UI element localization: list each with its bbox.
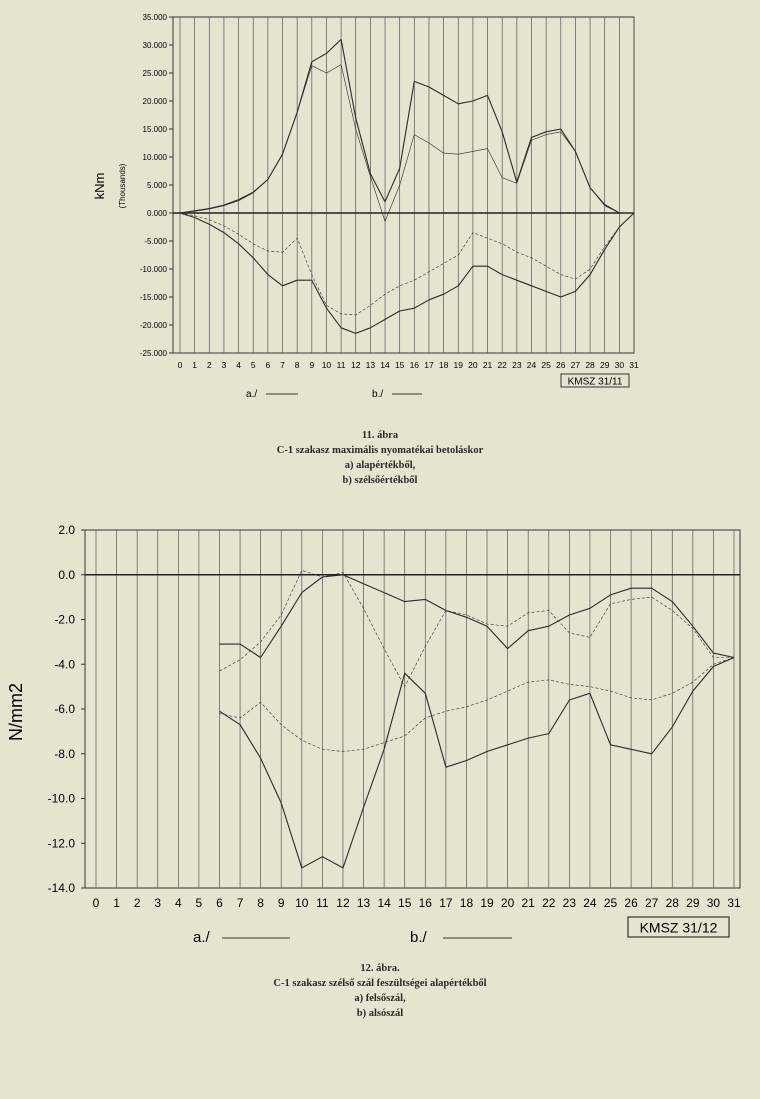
y-tick-label: 15.000 <box>142 124 167 134</box>
chart-12-plot-frame <box>85 530 740 888</box>
x-tick-label: 3 <box>154 896 162 910</box>
figure-12-caption <box>0 961 760 1021</box>
x-tick-label: 1 <box>192 360 198 370</box>
y-tick-label: -5.000 <box>144 236 167 246</box>
x-tick-label: 10 <box>295 896 309 910</box>
chart-12-gridlines <box>85 530 740 888</box>
chart-11-y-axis-label: kNm <box>92 172 107 200</box>
chart-11-series <box>180 39 634 333</box>
x-tick-label: 23 <box>512 360 522 370</box>
series-line-2 <box>180 213 634 315</box>
x-tick-label: 4 <box>236 360 241 370</box>
figure-11-line3: b) szélsőértékből <box>342 475 418 486</box>
x-tick-label: 15 <box>394 360 405 370</box>
x-tick-label: 24 <box>583 896 597 910</box>
x-tick-label: 7 <box>280 360 285 370</box>
x-tick-label: 2 <box>133 896 141 910</box>
x-tick-label: 8 <box>257 896 264 910</box>
x-tick-label: 4 <box>174 896 182 910</box>
y-tick-label: -14.0 <box>47 881 75 896</box>
chart-11-legend-b: b./ <box>372 389 384 400</box>
chart-12-y-axis-label: N/mm2 <box>6 683 26 741</box>
y-tick-label: -25.000 <box>139 348 167 358</box>
x-tick-label: 14 <box>377 896 391 910</box>
chart-11-y-unit-label: (Thousands) <box>118 163 127 209</box>
chart-11-stamp: KMSZ 31/11 <box>567 376 623 388</box>
y-tick-label: -4.0 <box>54 657 75 672</box>
x-tick-label: 11 <box>316 896 329 910</box>
x-tick-label: 5 <box>195 896 203 910</box>
x-tick-label: 21 <box>521 896 535 910</box>
chart-12-legend-b: b./ <box>410 929 427 946</box>
x-tick-label: 12 <box>351 360 361 370</box>
y-tick-label: 35.000 <box>142 12 167 22</box>
x-tick-label: 30 <box>614 360 625 370</box>
chart-11-gridlines <box>173 17 634 353</box>
x-tick-label: 31 <box>629 360 639 370</box>
x-tick-label: 6 <box>216 896 223 910</box>
y-tick-label: 2.0 <box>58 523 75 538</box>
x-tick-label: 7 <box>236 896 244 910</box>
y-tick-label: 10.000 <box>142 152 167 162</box>
chart-11-x-ticks <box>178 360 639 370</box>
chart-12-stamp: KMSZ 31/12 <box>639 919 718 936</box>
y-tick-label: -20.000 <box>139 320 167 330</box>
y-tick-label: -10.0 <box>47 791 75 806</box>
chart-11-y-ticks <box>140 13 173 358</box>
y-tick-label: -8.0 <box>54 746 75 761</box>
x-tick-label: 9 <box>277 896 285 910</box>
y-tick-label: 30.000 <box>142 40 167 50</box>
x-tick-label: 6 <box>265 360 271 370</box>
y-tick-label: -15.000 <box>139 292 167 302</box>
figure-12-line1: C-1 szakasz szélső szál feszültségei alapértékből <box>273 978 487 989</box>
x-tick-label: 0 <box>177 360 183 370</box>
x-tick-label: 13 <box>365 360 376 370</box>
chart-11-legend-a: a./ <box>246 389 258 400</box>
x-tick-label: 29 <box>686 896 700 910</box>
x-tick-label: 21 <box>482 360 493 370</box>
chart-12-series <box>220 570 735 868</box>
y-tick-label: -2.0 <box>54 612 75 627</box>
x-tick-label: 31 <box>727 896 741 910</box>
figure-12-line3: b) alsószál <box>356 1008 404 1019</box>
x-tick-label: 5 <box>250 360 256 370</box>
y-tick-label: 20.000 <box>142 96 167 106</box>
x-tick-label: 27 <box>644 896 659 910</box>
figure-11-caption <box>0 428 760 488</box>
chart-12-x-ticks <box>93 896 741 910</box>
x-tick-label: 28 <box>585 360 595 370</box>
x-tick-label: 0 <box>92 896 100 910</box>
series-line-4 <box>180 213 634 333</box>
chart-12-stresses <box>6 523 741 946</box>
x-tick-label: 22 <box>542 896 556 910</box>
chart-11-moments <box>92 13 639 400</box>
y-tick-label: -12.0 <box>47 836 75 851</box>
chart-11-plot-frame <box>173 17 634 353</box>
x-tick-label: 14 <box>380 360 390 370</box>
x-tick-label: 16 <box>409 360 420 370</box>
x-tick-label: 29 <box>599 360 610 370</box>
chart-12-y-ticks <box>48 523 85 895</box>
x-tick-label: 17 <box>424 360 434 370</box>
series-line-2 <box>220 658 735 868</box>
x-tick-label: 2 <box>206 360 212 370</box>
x-tick-label: 28 <box>665 896 679 910</box>
y-tick-label: 25.000 <box>142 68 167 78</box>
series-line-1 <box>220 575 735 658</box>
x-tick-label: 17 <box>439 896 453 910</box>
series-line-3 <box>180 39 634 213</box>
x-tick-label: 20 <box>500 896 515 910</box>
figure-12-line2: a) felsőszál, <box>354 993 406 1004</box>
x-tick-label: 3 <box>221 360 227 370</box>
x-tick-label: 10 <box>321 360 332 370</box>
figure-11-title: 11. ábra <box>361 430 399 441</box>
x-tick-label: 1 <box>113 896 120 910</box>
x-tick-label: 23 <box>562 896 577 910</box>
x-tick-label: 25 <box>603 896 618 910</box>
figure-11-line2: a) alapértékből, <box>344 460 416 471</box>
x-tick-label: 8 <box>294 360 300 370</box>
y-tick-label: 5.000 <box>146 180 167 190</box>
x-tick-label: 22 <box>497 360 507 370</box>
x-tick-label: 19 <box>453 360 463 370</box>
x-tick-label: 11 <box>336 360 346 370</box>
x-tick-label: 26 <box>624 896 638 910</box>
y-tick-label: 0.0 <box>58 567 75 582</box>
x-tick-label: 15 <box>398 896 412 910</box>
x-tick-label: 18 <box>438 360 449 370</box>
chart-12-legend-a: a./ <box>193 929 210 946</box>
x-tick-label: 19 <box>480 896 494 910</box>
y-tick-label: -10.000 <box>139 264 167 274</box>
figure-11-line1: C-1 szakasz maximális nyomatékai betoláskor <box>276 445 484 456</box>
x-tick-label: 9 <box>309 360 315 370</box>
x-tick-label: 27 <box>570 360 581 370</box>
series-line-3 <box>220 570 735 686</box>
x-tick-label: 24 <box>526 360 537 370</box>
x-tick-label: 25 <box>541 360 551 370</box>
x-tick-label: 13 <box>356 896 371 910</box>
x-tick-label: 26 <box>556 360 566 370</box>
figure-12-title: 12. ábra. <box>360 963 400 974</box>
x-tick-label: 12 <box>336 896 350 910</box>
y-tick-label: -6.0 <box>54 702 75 717</box>
x-tick-label: 18 <box>459 896 474 910</box>
series-line-4 <box>220 658 735 752</box>
y-tick-label: 0.000 <box>146 208 167 218</box>
x-tick-label: 30 <box>706 896 721 910</box>
series-line-1 <box>180 65 634 222</box>
x-tick-label: 20 <box>468 360 478 370</box>
x-tick-label: 16 <box>418 896 432 910</box>
